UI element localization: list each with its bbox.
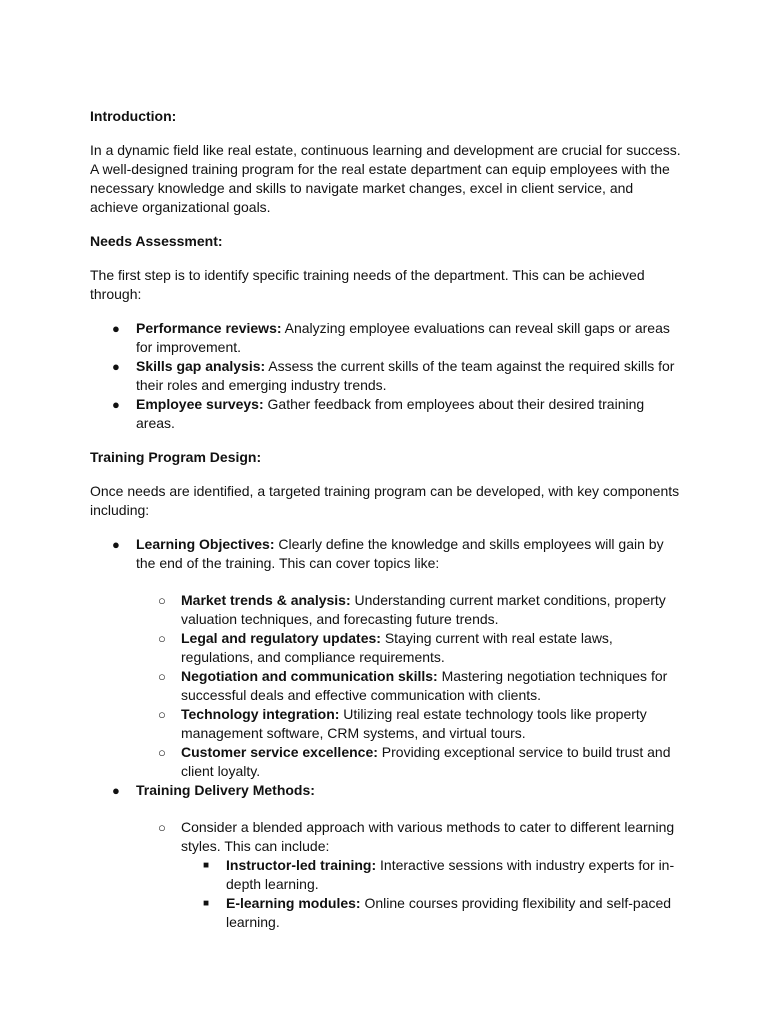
- item-label: Employee surveys:: [136, 396, 264, 412]
- list-item: [90, 705, 682, 743]
- item-text: Interactive sessions with industry experts for in-depth learning.: [226, 857, 675, 892]
- item-text: Consider a blended approach with various methods to cater to different learning styles. This can include:: [181, 819, 675, 854]
- item-text: Gather feedback from employees about their desired training areas.: [136, 396, 645, 431]
- item-text: Assess the current skills of the team against the required skills for their roles and emerging industry trends.: [136, 358, 675, 393]
- list-item: [90, 395, 682, 433]
- bullet-marker: ●: [112, 783, 120, 798]
- item-label: Technology integration:: [181, 706, 340, 722]
- intro-paragraph: In a dynamic field like real estate, continuous learning and development are crucial for success. A well-designed training program for the real estate department can equip employees with the necessary knowledge and skills to navigate market changes, excel in client service, and achieve organizational goals.: [90, 142, 681, 215]
- needs-heading: Needs Assessment:: [90, 233, 223, 249]
- item-label: Legal and regulatory updates:: [181, 630, 381, 646]
- list-item: [90, 894, 682, 932]
- delivery-list: [90, 781, 682, 800]
- item-label: Market trends & analysis:: [181, 592, 351, 608]
- circle-marker: ○: [158, 820, 166, 835]
- design-heading: Training Program Design:: [90, 449, 262, 465]
- circle-marker: ○: [158, 593, 166, 608]
- circle-marker: ○: [158, 745, 166, 760]
- bullet-marker: ●: [112, 537, 120, 552]
- methods-list: [90, 856, 682, 932]
- list-item: [90, 629, 682, 667]
- bullet-marker: ●: [112, 321, 120, 336]
- item-text: Clearly define the knowledge and skills employees will gain by the end of the training. This can cover topics like:: [136, 536, 664, 571]
- needs-list: [90, 319, 682, 433]
- item-label: Learning Objectives:: [136, 536, 275, 552]
- bullet-marker: ●: [112, 397, 120, 412]
- list-item: [90, 856, 682, 894]
- item-label: E-learning modules:: [226, 895, 361, 911]
- item-text: Online courses providing flexibility and self-paced learning.: [226, 895, 672, 930]
- item-text: Mastering negotiation techniques for successful deals and effective communication with clients.: [181, 668, 668, 703]
- list-item: [90, 535, 682, 573]
- design-paragraph: Once needs are identified, a targeted training program can be developed, with key components including:: [90, 483, 680, 518]
- list-item: [90, 781, 682, 800]
- delivery-sublist: [90, 818, 682, 856]
- bullet-marker: ●: [112, 359, 120, 374]
- list-item: [90, 743, 682, 781]
- item-label: Customer service excellence:: [181, 744, 378, 760]
- topics-list: [90, 591, 682, 781]
- item-label: Performance reviews:: [136, 320, 282, 336]
- document-page: [90, 107, 682, 932]
- item-label: Instructor-led training:: [226, 857, 377, 873]
- list-item: [90, 818, 682, 856]
- list-item: [90, 357, 682, 395]
- item-text: Staying current with real estate laws, regulations, and compliance requirements.: [181, 630, 613, 665]
- square-marker: ■: [203, 898, 210, 909]
- item-text: Providing exceptional service to build trust and client loyalty.: [181, 744, 671, 779]
- item-text: Analyzing employee evaluations can reveal skill gaps or areas for improvement.: [136, 320, 670, 355]
- item-text: Utilizing real estate technology tools like property management software, CRM systems, and virtual tours.: [181, 706, 647, 741]
- intro-heading: Introduction:: [90, 108, 177, 124]
- circle-marker: ○: [158, 631, 166, 646]
- circle-marker: ○: [158, 707, 166, 722]
- square-marker: ■: [203, 860, 210, 871]
- item-label: Skills gap analysis:: [136, 358, 266, 374]
- needs-paragraph: The first step is to identify specific training needs of the department. This can be achieved through:: [90, 267, 645, 302]
- design-list: [90, 535, 682, 573]
- circle-marker: ○: [158, 669, 166, 684]
- item-text: Understanding current market conditions, property valuation techniques, and forecasting future trends.: [181, 592, 666, 627]
- list-item: [90, 319, 682, 357]
- list-item: [90, 591, 682, 629]
- list-item: [90, 667, 682, 705]
- item-label: Training Delivery Methods:: [136, 782, 315, 798]
- item-label: Negotiation and communication skills:: [181, 668, 438, 684]
